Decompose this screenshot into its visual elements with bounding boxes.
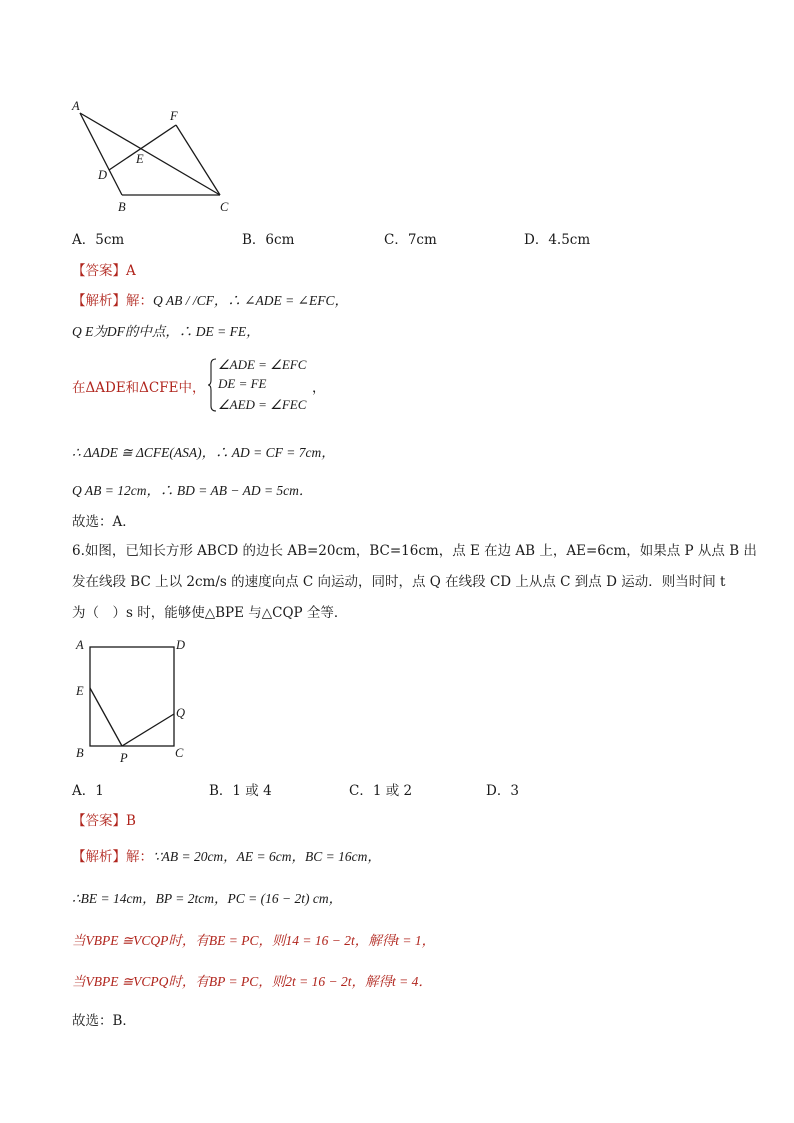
q5-system-eq3: ∠AED = ∠FEC: [218, 397, 307, 412]
q6-choose: 故选：B．: [72, 1013, 136, 1029]
label-a: A: [76, 638, 84, 652]
label-d: D: [176, 638, 186, 652]
q5-analysis-line5: Q AB = 12cm，∴ BD = AB − AD = 5cm．: [72, 483, 313, 498]
label-a: A: [72, 99, 80, 113]
brace-icon: [207, 358, 217, 412]
q6-option-d: D．3: [486, 783, 519, 799]
q6-option-c: C．1 或 2: [349, 783, 413, 799]
q5-analysis-line2: Q E为DF的中点，∴ DE = FE，: [72, 324, 260, 339]
q5-system-eq2: DE = FE: [218, 376, 267, 391]
label-e: E: [76, 684, 84, 698]
q6-stem-line2: 发在线段 BC 上以 2cm/s 的速度向点 C 向运动，同时，点 Q 在线段 CD 上从点 C 到点 D 运动．则当时间 t: [72, 574, 726, 590]
q5-analysis-head: 【解析】解：: [72, 293, 153, 309]
q5-analysis-line1: [72, 289, 348, 309]
q5-answer: 【答案】A: [72, 263, 136, 279]
q5-analysis-line4: ∴ ΔADE ≅ ΔCFE(ASA)，∴ AD = CF = 7cm，: [72, 445, 335, 460]
q5-choose: 故选：A．: [72, 514, 136, 530]
q5-system-suffix: ，: [312, 380, 326, 396]
label-b: B: [118, 200, 126, 214]
q6-option-a: A．1: [72, 783, 104, 799]
q6-analysis-line1: [72, 845, 381, 865]
q6-analysis-line2: ∴BE = 14cm，BP = 2tcm，PC = (16 − 2t) cm，: [72, 891, 343, 906]
q6-l1: ∵AB = 20cm，AE = 6cm，BC = 16cm，: [153, 849, 381, 864]
label-p: P: [120, 751, 128, 765]
q5-option-a: A．5cm: [72, 232, 125, 248]
q5-system-eq1: ∠ADE = ∠EFC: [218, 357, 307, 372]
q6-stem-line3: 为（ ）s 时，能够使△BPE 与△CQP 全等．: [72, 605, 348, 621]
q5-analysis-line3-prefix: 在ΔADE和ΔCFE中，: [72, 380, 206, 396]
q6-option-b: B．1 或 4: [209, 783, 272, 799]
label-b: B: [76, 746, 84, 760]
label-c: C: [220, 200, 229, 214]
q6-stem-line1: 6.如图，已知长方形 ABCD 的边长 AB=20cm，BC=16cm，点 E 在边 AB 上，AE=6cm，如果点 P 从点 B 出: [72, 543, 757, 559]
q6-answer: 【答案】B: [72, 813, 136, 829]
q6-analysis-line3: 当VBPE ≅VCQP时，有BE = PC，则14 = 16 − 2t，解得t = 1，: [72, 933, 436, 948]
q5-option-b: B．6cm: [242, 232, 295, 248]
q5-option-d: D．4.5cm: [524, 232, 591, 248]
figure-rectangle: [68, 630, 198, 770]
label-q: Q: [176, 706, 186, 720]
label-f: F: [170, 109, 178, 123]
q5-l1: Q AB / /CF，∴ ∠ADE = ∠EFC，: [153, 293, 348, 308]
label-e: E: [136, 152, 144, 166]
figure-triangles: [68, 95, 248, 220]
q6-analysis-head: 【解析】解：: [72, 849, 153, 865]
label-d: D: [98, 168, 108, 182]
q6-analysis-line4: 当VBPE ≅VCPQ时，有BP = PC，则2t = 16 − 2t，解得t = 4．: [72, 974, 432, 989]
q5-option-c: C．7cm: [384, 232, 437, 248]
label-c: C: [175, 746, 184, 760]
